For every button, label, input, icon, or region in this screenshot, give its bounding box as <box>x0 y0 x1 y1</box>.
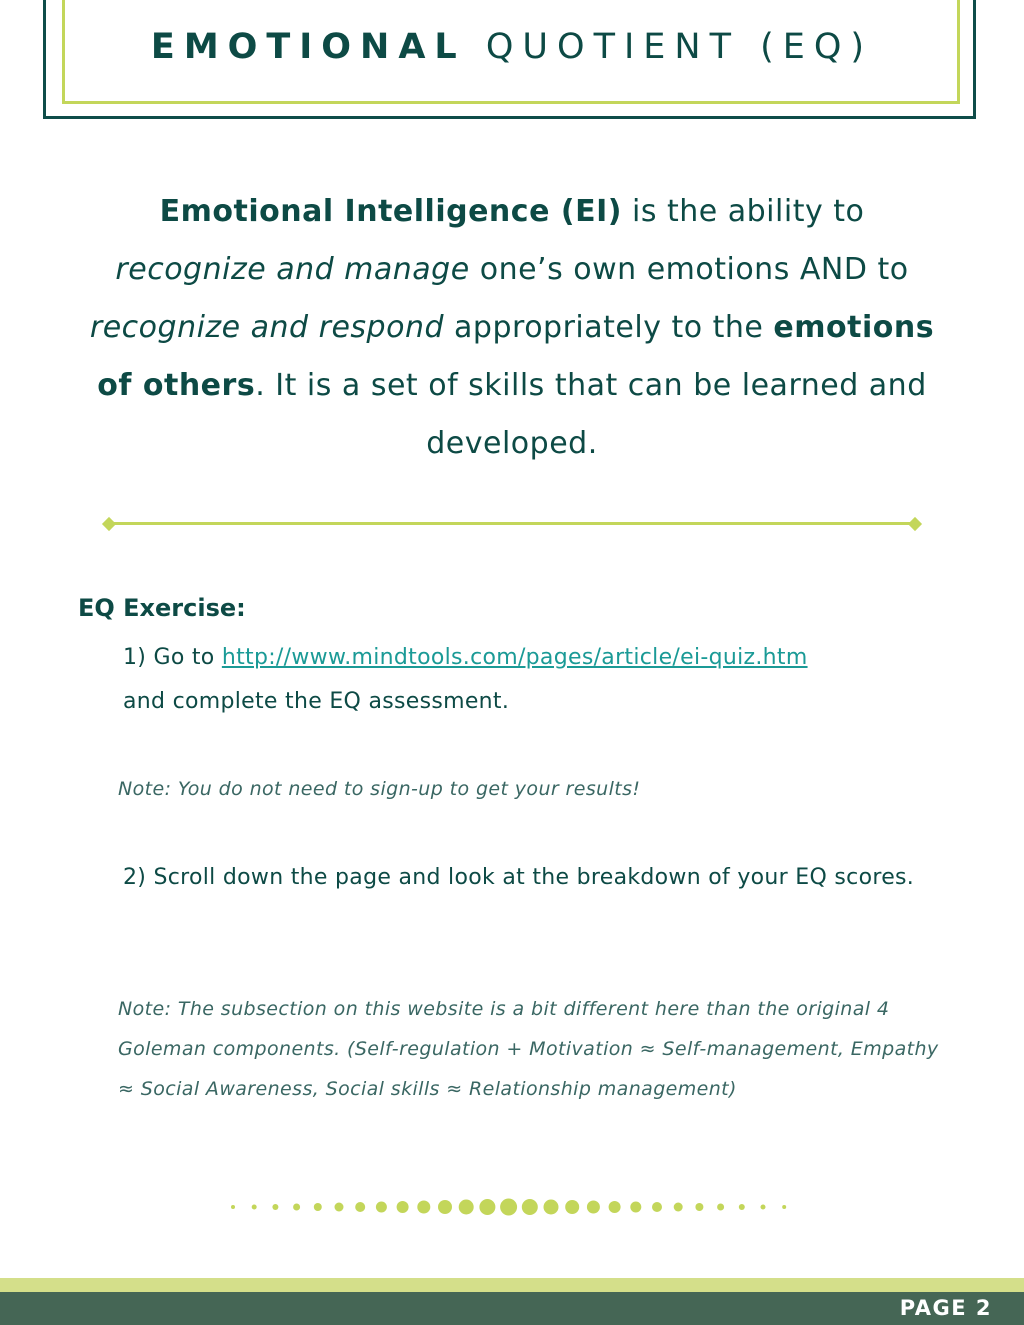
ornament-dot <box>522 1199 538 1215</box>
intro-term: Emotional Intelligence (EI) <box>159 194 622 229</box>
ornament-dot <box>717 1204 724 1211</box>
footer-band <box>0 1292 1024 1325</box>
title-bold: EMOTIONAL <box>150 27 466 67</box>
intro-paragraph <box>80 183 944 473</box>
intro-italic-1: recognize and manage <box>115 252 470 287</box>
ornament-dot <box>695 1203 703 1211</box>
ornament-dot <box>565 1200 579 1214</box>
step-1 <box>123 636 808 724</box>
ornament-dot <box>335 1203 344 1212</box>
ornament-dot <box>630 1202 641 1213</box>
intro-text-4: . It is a set of skills that can be learned and developed. <box>255 368 927 461</box>
ornament-dot <box>231 1205 235 1209</box>
ornament-dot <box>761 1205 766 1210</box>
intro-text-3: appropriately to the <box>444 310 774 345</box>
ornament-dot <box>252 1205 257 1210</box>
dot-ornament <box>0 1195 1024 1219</box>
divider-line <box>108 522 916 525</box>
ornament-dot <box>314 1203 322 1211</box>
ornament-dot <box>500 1199 517 1216</box>
ornament-dot <box>293 1204 300 1211</box>
intro-text-2: one’s own emotions AND to <box>469 252 909 287</box>
step-1-prefix: 1) Go to <box>123 645 222 670</box>
ornament-dot <box>544 1200 559 1215</box>
divider-diamond-right <box>908 517 922 531</box>
step-2: 2) Scroll down the page and look at the breakdown of your EQ scores. <box>123 865 915 890</box>
intro-italic-2: recognize and respond <box>89 310 445 345</box>
page-number: PAGE 2 <box>899 1296 992 1320</box>
title-light: QUOTIENT (EQ) <box>485 27 874 67</box>
ornament-dot <box>674 1203 683 1212</box>
ornament-dot <box>459 1200 474 1215</box>
ornament-dot <box>417 1201 430 1214</box>
intro-bold-2: emotions of others <box>97 310 935 403</box>
step-1-suffix: and complete the EQ assessment. <box>123 689 510 714</box>
intro-text-1: is the ability to <box>621 194 865 229</box>
ornament-dot <box>355 1202 365 1212</box>
ornament-dot <box>272 1204 278 1210</box>
note-1: Note: You do not need to sign-up to get your results! <box>118 778 641 800</box>
ornament-dot <box>609 1201 621 1213</box>
ornament-dot <box>739 1204 745 1210</box>
footer-band-light <box>0 1278 1024 1292</box>
exercise-heading: EQ Exercise: <box>78 594 246 622</box>
ornament-dot <box>782 1205 786 1209</box>
ornament-dot <box>376 1202 387 1213</box>
ornament-dot <box>397 1201 409 1213</box>
ornament-dot <box>652 1202 662 1212</box>
ornament-dot <box>479 1199 495 1215</box>
note-2: Note: The subsection on this website is a bit different here than the original 4 Goleman components. (Self-regulation + Motivation ≈ Self-management, Empathy ≈ Social Awareness, Social skills ≈ Relationship management) <box>118 998 939 1100</box>
ornament-dot <box>438 1200 452 1214</box>
page-title <box>0 27 1024 67</box>
ornament-dot <box>587 1201 600 1214</box>
quiz-link[interactable]: http://www.mindtools.com/pages/article/ei-quiz.htm <box>221 645 808 670</box>
